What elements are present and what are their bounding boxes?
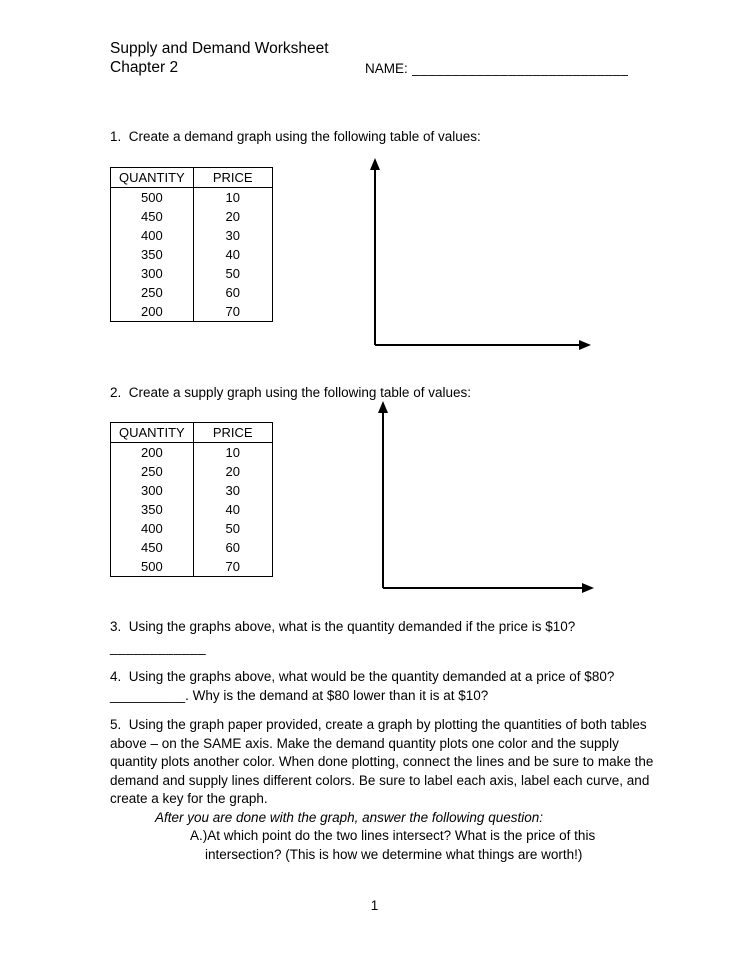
quantity-cell: 450 — [111, 538, 194, 557]
demand-table — [110, 167, 273, 322]
y-axis-arrow-icon — [378, 401, 388, 413]
quantity-cell: 450 — [111, 207, 194, 226]
y-axis-arrow-icon — [370, 158, 380, 170]
question-1-prompt: 1. Create a demand graph using the following table of values: — [110, 129, 481, 144]
price-cell: 30 — [225, 227, 240, 243]
quantity-cell: 250 — [111, 283, 194, 302]
question-3-answer-blank: ____________ — [110, 640, 207, 655]
quantity-cell: 400 — [111, 519, 194, 538]
demand-graph-axes — [365, 155, 600, 355]
price-cell: 50 — [225, 265, 240, 281]
question-5-prompt: 5. Using the graph paper provided, create a graph by plotting the quantities of both tables above – on the SAME axis. Make the demand quantity plots one color and the supply quantity plots another color. When done plotting, connect the lines and be sure to make the demand and supply lines different colors. Be sure to label each axis, label each curve, and create a key for the graph. — [110, 717, 658, 806]
quantity-cell: 200 — [111, 302, 194, 322]
table-row — [111, 207, 273, 226]
supply-table-header-row — [111, 423, 273, 443]
price-column-header: PRICE — [193, 168, 272, 188]
question-2-prompt: 2. Create a supply graph using the following table of values: — [110, 385, 471, 400]
question-5-sub-a: A.)At which point do the two lines intersect? What is the price of this intersection? (This is how we determine what things are worth!) — [190, 828, 599, 862]
name-field-row — [365, 60, 628, 79]
quantity-column-header: QUANTITY — [111, 423, 194, 443]
x-axis-arrow-icon — [579, 340, 591, 350]
table-row — [111, 538, 273, 557]
quantity-cell: 300 — [111, 481, 194, 500]
price-cell: 20 — [225, 208, 240, 224]
price-cell: 70 — [225, 558, 240, 574]
table-row — [111, 443, 273, 463]
question-3-prompt: 3. Using the graphs above, what is the quantity demanded if the price is $10? — [110, 619, 576, 634]
x-axis-arrow-icon — [582, 583, 594, 593]
page-number: 1 — [370, 898, 379, 913]
supply-graph-axes — [373, 398, 603, 598]
table-row — [111, 283, 273, 302]
price-cell: 40 — [225, 501, 240, 517]
price-cell: 70 — [225, 303, 240, 319]
table-row — [111, 226, 273, 245]
quantity-cell: 500 — [111, 557, 194, 577]
price-cell: 30 — [225, 482, 240, 498]
price-cell: 40 — [225, 246, 240, 262]
quantity-cell: 400 — [111, 226, 194, 245]
price-column-header: PRICE — [193, 423, 272, 443]
demand-table-header-row — [111, 168, 273, 188]
question-4-prompt: 4. Using the graphs above, what would be the quantity demanded at a price of $80? __________. Why is the demand at $80 lower than it is at $10? — [110, 669, 622, 703]
quantity-cell: 350 — [111, 500, 194, 519]
supply-table — [110, 422, 273, 577]
worksheet-chapter: Chapter 2 — [110, 59, 179, 76]
quantity-column-header: QUANTITY — [111, 168, 194, 188]
quantity-cell: 500 — [111, 188, 194, 208]
quantity-cell: 250 — [111, 462, 194, 481]
quantity-cell: 300 — [111, 264, 194, 283]
table-row — [111, 245, 273, 264]
table-row — [111, 264, 273, 283]
table-row — [111, 500, 273, 519]
price-cell: 20 — [225, 463, 240, 479]
price-cell: 10 — [225, 444, 240, 460]
worksheet-title: Supply and Demand Worksheet — [110, 40, 329, 57]
name-label: NAME: — [365, 61, 408, 76]
price-cell: 60 — [225, 539, 240, 555]
table-row — [111, 557, 273, 577]
question-5-block — [110, 716, 658, 864]
table-row — [111, 519, 273, 538]
price-cell: 10 — [225, 189, 240, 205]
table-row — [111, 302, 273, 322]
table-row — [111, 188, 273, 208]
table-row — [111, 481, 273, 500]
price-cell: 60 — [225, 284, 240, 300]
table-row — [111, 462, 273, 481]
question-5-italic-note: After you are done with the graph, answer the following question: — [155, 809, 543, 825]
quantity-cell: 350 — [111, 245, 194, 264]
quantity-cell: 200 — [111, 443, 194, 463]
price-cell: 50 — [225, 520, 240, 536]
name-blank-line: ___________________________ — [412, 61, 629, 76]
